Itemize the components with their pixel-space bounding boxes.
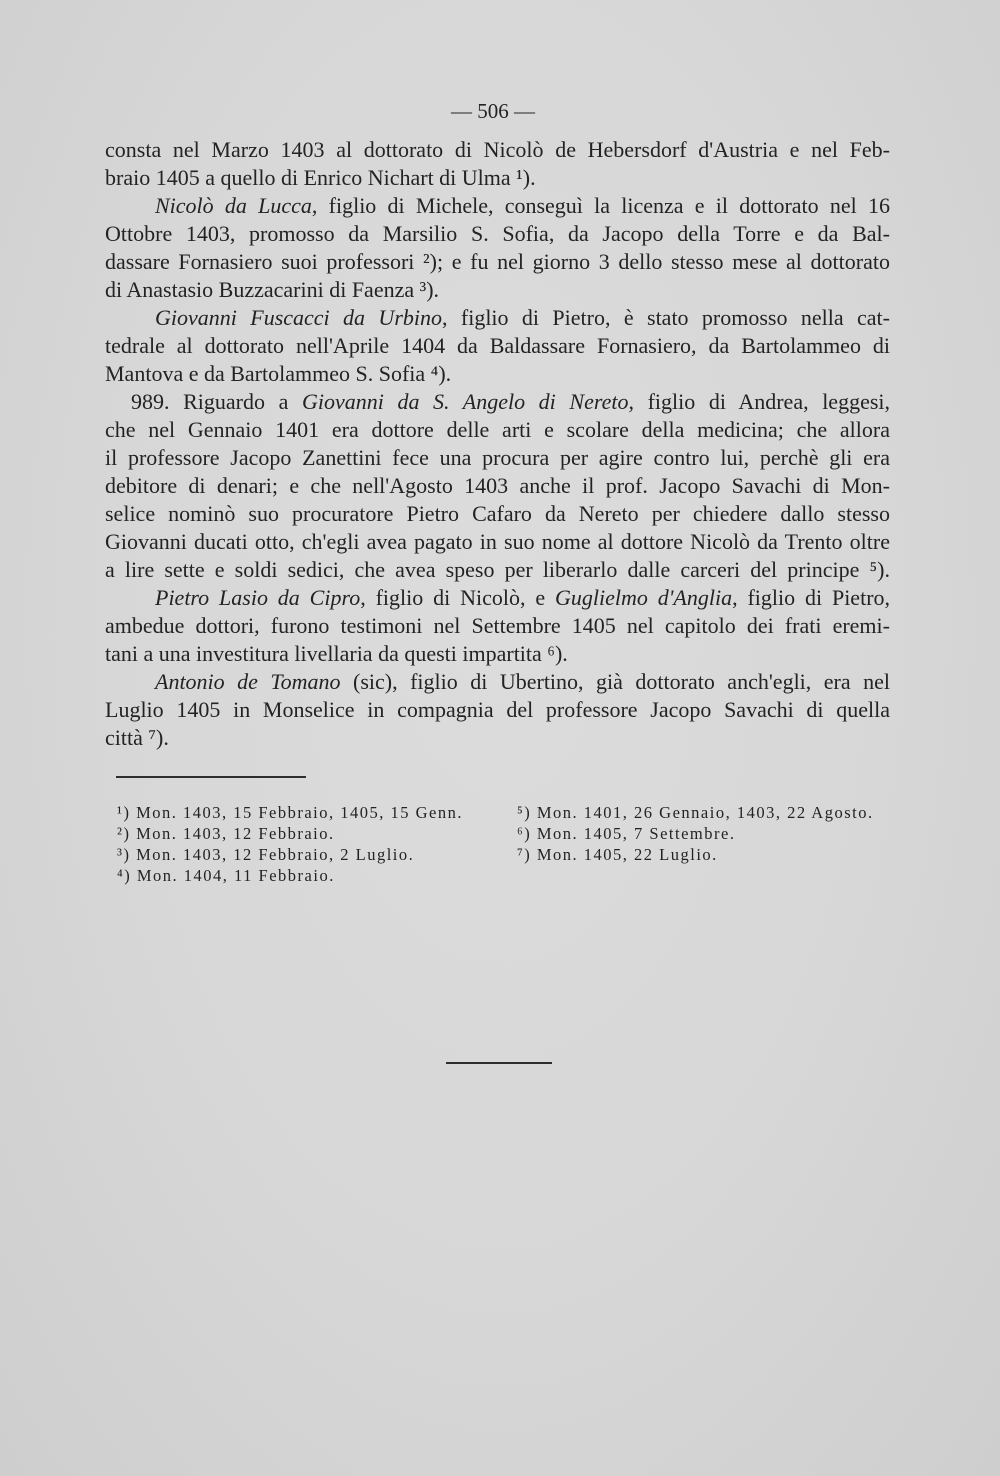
- text-line: Ottobre 1403, promosso da Marsilio S. Sofia, da Jacopo della Torre e da Bal-: [105, 221, 890, 246]
- text-segment: , figlio di Andrea, leggesi,: [628, 389, 891, 414]
- text-line: dassare Fornasiero suoi professori ²); e fu nel giorno 3 dello stesso mese al dottorato: [105, 249, 890, 274]
- italic-name: Antonio de Tomano: [155, 669, 341, 694]
- text-line: [105, 584, 890, 612]
- text-line: [105, 304, 890, 332]
- paragraph-continuation: [105, 136, 890, 192]
- text-segment: , figlio di Pietro, è stato promosso nella cat-: [442, 305, 890, 330]
- text-segment: , figlio di Pietro,: [732, 585, 891, 610]
- paragraph-giovanni-fuscacci: [105, 304, 890, 388]
- text-line: a lire sette e soldi sedici, che avea speso per liberarlo dalle carceri del principe ⁵).: [105, 557, 890, 582]
- paragraph-antonio-de-tomano: [105, 668, 890, 752]
- text-line: il professore Jacopo Zanettini fece una procura per agire contro lui, perchè gli era: [105, 445, 890, 470]
- paragraph-pietro-lasio: [105, 584, 890, 668]
- text-line: [105, 192, 890, 220]
- text-line: [105, 388, 890, 416]
- paragraph-989: [105, 388, 890, 584]
- footnote-1: ¹) Mon. 1403, 15 Febbraio, 1405, 15 Genn.: [117, 803, 464, 822]
- text-segment: (sic), figlio di Ubertino, già dottorato anch'egli, era nel: [340, 669, 891, 694]
- text-line: ambedue dottori, furono testimoni nel Settembre 1405 nel capitolo dei frati eremi-: [105, 613, 890, 638]
- italic-name: Giovanni da S. Angelo di Nereto: [301, 389, 629, 414]
- page-number: — 506 —: [451, 99, 535, 123]
- text-line: che nel Gennaio 1401 era dottore delle arti e scolare della medicina; che allora: [105, 417, 890, 442]
- text-line: città ⁷).: [105, 725, 169, 750]
- text-line: braio 1405 a quello di Enrico Nichart di Ulma ¹).: [105, 165, 536, 190]
- footnote-6: ⁶) Mon. 1405, 7 Settembre.: [517, 824, 736, 843]
- footnote-3: ³) Mon. 1403, 12 Febbraio, 2 Luglio.: [117, 845, 415, 864]
- text-line: di Anastasio Buzzacarini di Faenza ³).: [105, 277, 440, 302]
- italic-name: Nicolò da Lucca: [155, 193, 312, 218]
- italic-name: Giovanni Fuscacci da Urbino: [155, 305, 442, 330]
- footnote-2: ²) Mon. 1403, 12 Febbraio.: [117, 824, 335, 843]
- text-segment: , figlio di Michele, conseguì la licenza e il dottorato nel 16: [311, 193, 890, 218]
- text-segment: , figlio di Nicolò, e: [360, 585, 555, 610]
- text-line: tani a una investitura livellaria da questi impartita ⁶).: [105, 641, 568, 666]
- text-segment: 989. Riguardo a: [131, 389, 302, 414]
- text-line: selice nominò suo procuratore Pietro Cafaro da Nereto per chiedere dallo stesso: [105, 501, 890, 526]
- footnote-separator-rule: [116, 776, 306, 778]
- text-line: tedrale al dottorato nell'Aprile 1404 da Baldassare Fornasiero, da Bartolammeo di: [105, 333, 890, 358]
- body-text: [105, 136, 890, 752]
- text-line: [105, 668, 890, 696]
- footnotes-right-column: [517, 802, 874, 865]
- text-line: Luglio 1405 in Monselice in compagnia del professore Jacopo Savachi di quella: [105, 697, 890, 722]
- footnote-4: ⁴) Mon. 1404, 11 Febbraio.: [117, 866, 335, 885]
- footnote-5: ⁵) Mon. 1401, 26 Gennaio, 1403, 22 Agosto.: [517, 803, 874, 822]
- paragraph-nicolo-da-lucca: [105, 192, 890, 304]
- end-rule: [446, 1062, 552, 1064]
- footnotes-left-column: [117, 802, 463, 886]
- italic-name: Guglielmo d'Anglia: [554, 585, 733, 610]
- text-line: Mantova e da Bartolammeo S. Sofia ⁴).: [105, 361, 452, 386]
- footnote-7: ⁷) Mon. 1405, 22 Luglio.: [517, 845, 718, 864]
- italic-name: Pietro Lasio da Cipro: [155, 585, 361, 610]
- text-line: debitore di denari; e che nell'Agosto 1403 anche il prof. Jacopo Savachi di Mon-: [105, 473, 890, 498]
- text-line: Giovanni ducati otto, ch'egli avea pagato in suo nome al dottore Nicolò da Trento oltre: [105, 529, 890, 554]
- text-line: consta nel Marzo 1403 al dottorato di Nicolò de Hebersdorf d'Austria e nel Feb-: [105, 137, 890, 162]
